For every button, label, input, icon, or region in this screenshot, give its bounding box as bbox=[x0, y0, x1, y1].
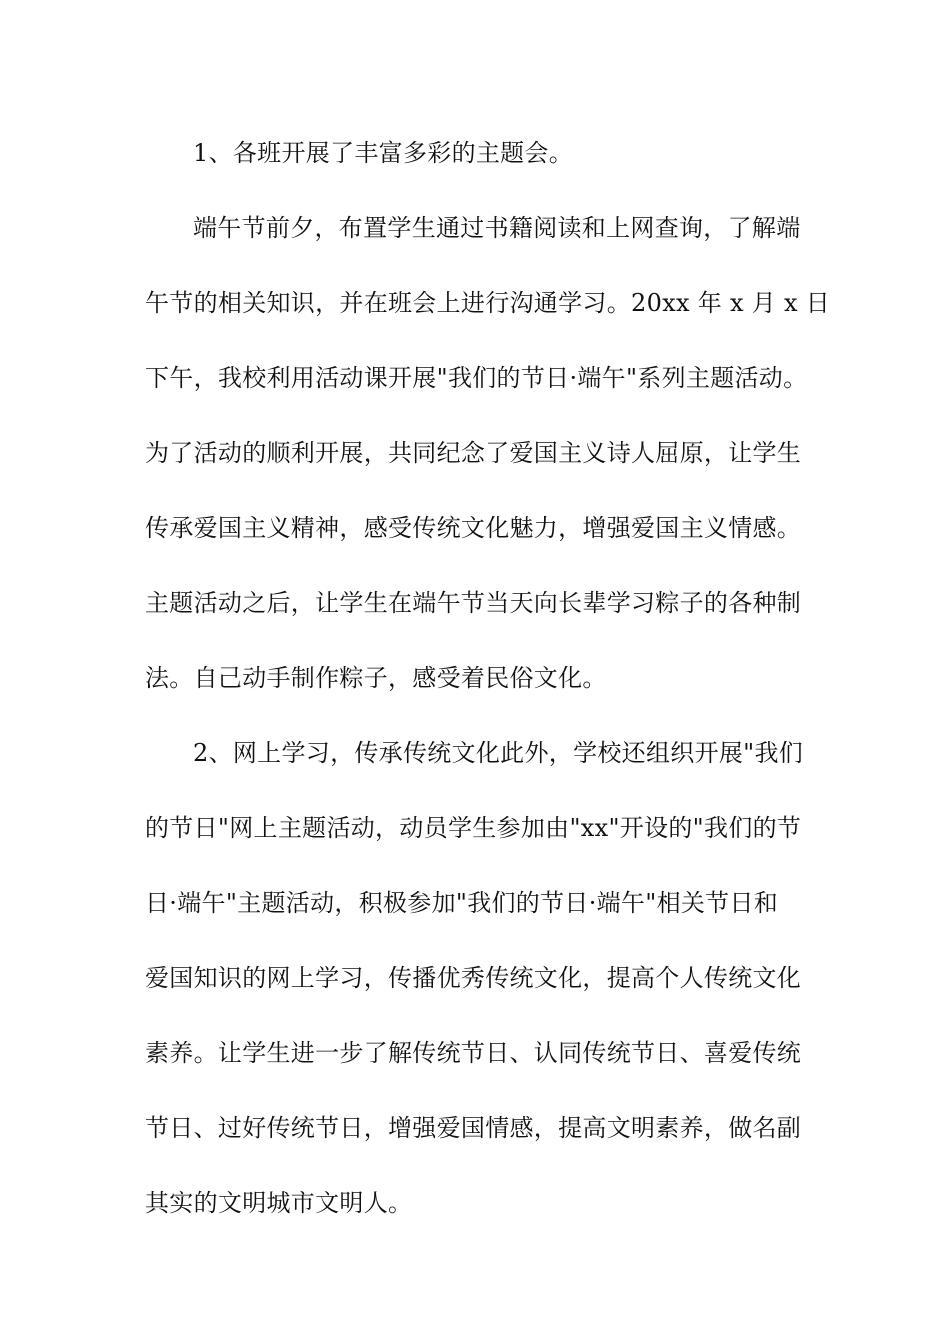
paragraph-2-line-2: 午节的相关知识，并在班会上进行沟通学习。20xx 年 x 月 x 日 bbox=[145, 289, 831, 317]
paragraph-3-line-6: 节日、过好传统节日，增强爱国情感，提高文明素养，做名副 bbox=[145, 1114, 802, 1142]
paragraph-3-line-3: 日·端午"主题活动，积极参加"我们的节日·端午"相关节日和 bbox=[145, 889, 779, 917]
paragraph-3-line-5: 素养。让学生进一步了解传统节日、认同传统节日、喜爱传统 bbox=[145, 1039, 802, 1067]
paragraph-2-line-5: 传承爱国主义精神，感受传统文化魅力，增强爱国主义情感。 bbox=[145, 514, 802, 542]
paragraph-3-line-1: 2、网上学习，传承传统文化此外，学校还组织开展"我们 bbox=[193, 739, 804, 767]
paragraph-2-line-7: 法。自己动手制作粽子，感受着民俗文化。 bbox=[145, 664, 607, 692]
paragraph-2-line-1: 端午节前夕，布置学生通过书籍阅读和上网查询，了解端 bbox=[193, 214, 801, 242]
paragraph-2-line-3: 下午，我校利用活动课开展"我们的节日·端午"系列主题活动。 bbox=[145, 364, 808, 392]
paragraph-3-line-7: 其实的文明城市文明人。 bbox=[145, 1189, 413, 1217]
paragraph-2-line-6: 主题活动之后，让学生在端午节当天向长辈学习粽子的各种制 bbox=[145, 589, 802, 617]
paragraph-3-line-4: 爱国知识的网上学习，传播优秀传统文化，提高个人传统文化 bbox=[145, 964, 802, 992]
paragraph-3-line-2: 的节日"网上主题活动，动员学生参加由"xx"开设的"我们的节 bbox=[145, 814, 802, 842]
paragraph-2-line-4: 为了活动的顺利开展，共同纪念了爱国主义诗人屈原，让学生 bbox=[145, 439, 802, 467]
paragraph-1-heading: 1、各班开展了丰富多彩的主题会。 bbox=[193, 139, 574, 167]
document-body bbox=[145, 131, 845, 1256]
